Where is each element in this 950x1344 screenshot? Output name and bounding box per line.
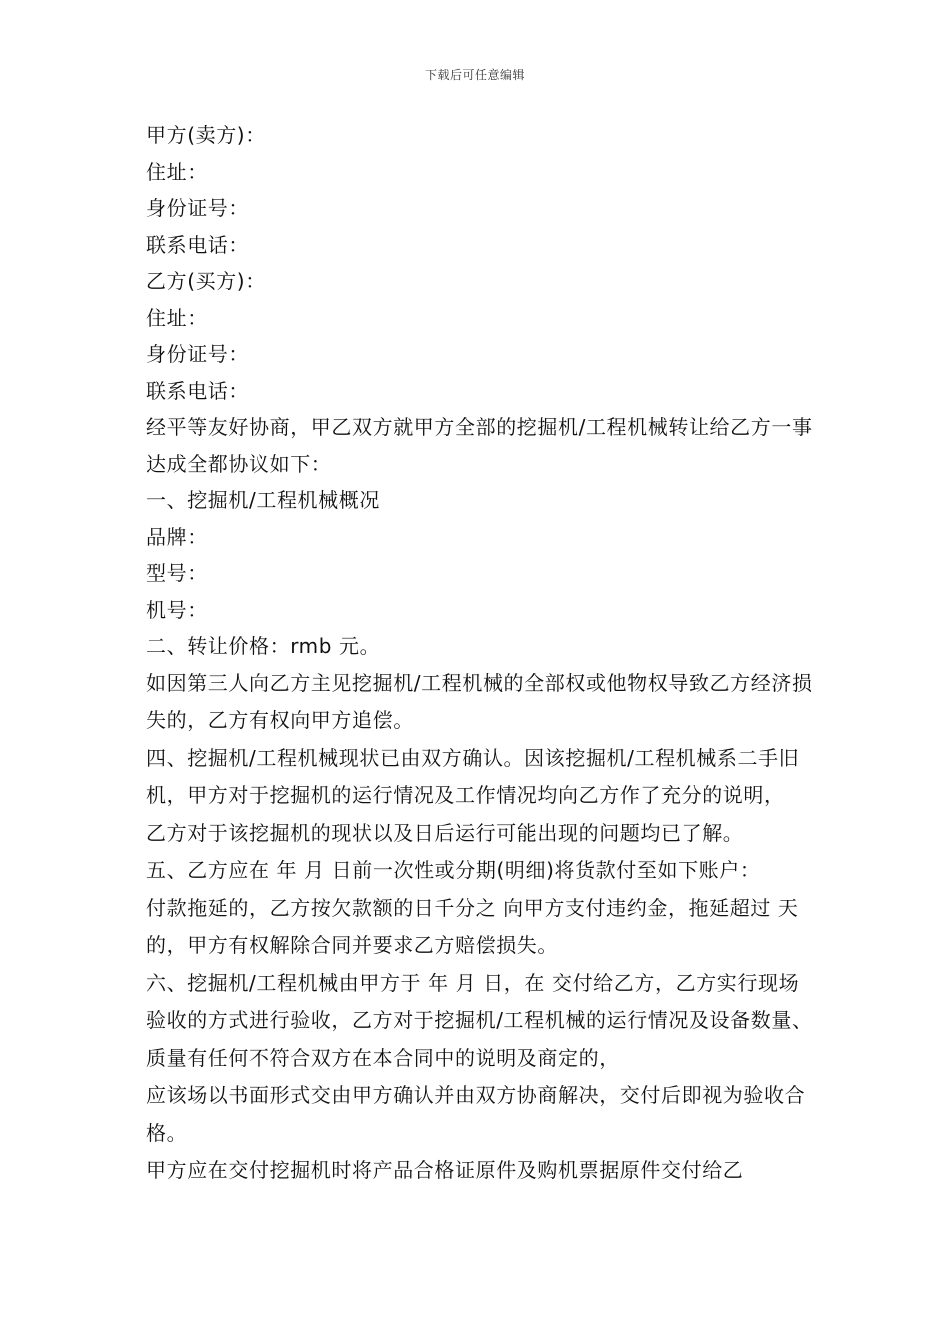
section-5-payment: 五、乙方应在 年 月 日前一次性或分期(明细)将货款付至如下账户： — [146, 858, 761, 882]
party-b-address: 住址： — [146, 305, 208, 330]
model-field: 型号： — [146, 561, 208, 585]
third-party-clause: 如因第三人向乙方主见挖掘机/工程机械的全部权或他物权导致乙方经济损失的，乙方有权向甲方追偿。 — [146, 670, 813, 732]
section-6-acceptance: 应该场以书面形式交由甲方确认并由双方协商解决，交付后即视为验收合格。 — [146, 1083, 806, 1145]
page-header-note: 下载后可任意编辑 — [424, 68, 525, 82]
section-2-price: 二、转让价格：rmb 元。 — [146, 634, 381, 658]
late-payment-clause: 付款拖延的，乙方按欠款额的日千分之 向甲方支付违约金，拖延超过 天的，甲方有权解除合同并要求乙方赔偿损失。 — [146, 895, 799, 957]
section-6-delivery: 六、挖掘机/工程机械由甲方于 年 月 日，在 交付给乙方，乙方实行现场验收的方式进行验收，乙方对于挖掘机/工程机械的运行情况及设备数量、质量有任何不符合双方在本合同中的说明及商定的， — [146, 970, 813, 1070]
party-b-phone: 联系电话： — [146, 378, 249, 403]
party-a-phone: 联系电话： — [146, 232, 249, 257]
certificate-handover-clause: 甲方应在交付挖掘机时将产品合格证原件及购机票据原件交付给乙 — [146, 1158, 744, 1182]
agreement-intro: 经平等友好协商，甲乙双方就甲方全部的挖掘机/工程机械转让给乙方一事达成全都协议如下： — [146, 415, 813, 476]
brand-field: 品牌： — [146, 524, 208, 549]
section-4-condition: 四、挖掘机/工程机械现状已由双方确认。因该挖掘机/工程机械系二手旧机，甲方对于挖掘机的运行情况及工作情况均向乙方作了充分的说明， — [146, 745, 800, 807]
party-a-address: 住址： — [146, 159, 208, 184]
party-b-title: 乙方(买方)： — [146, 269, 266, 293]
document-body — [146, 117, 816, 1190]
party-a-title: 甲方(卖方)： — [146, 123, 266, 147]
machine-number-field: 机号： — [146, 597, 208, 622]
party-a-id-number: 身份证号： — [146, 196, 249, 220]
section-4-acknowledgement: 乙方对于该挖掘机的现状以及日后运行可能出现的问题均已了解。 — [146, 820, 744, 845]
section-1-heading: 一、挖掘机/工程机械概况 — [146, 488, 380, 512]
party-b-id-number: 身份证号： — [146, 342, 249, 366]
